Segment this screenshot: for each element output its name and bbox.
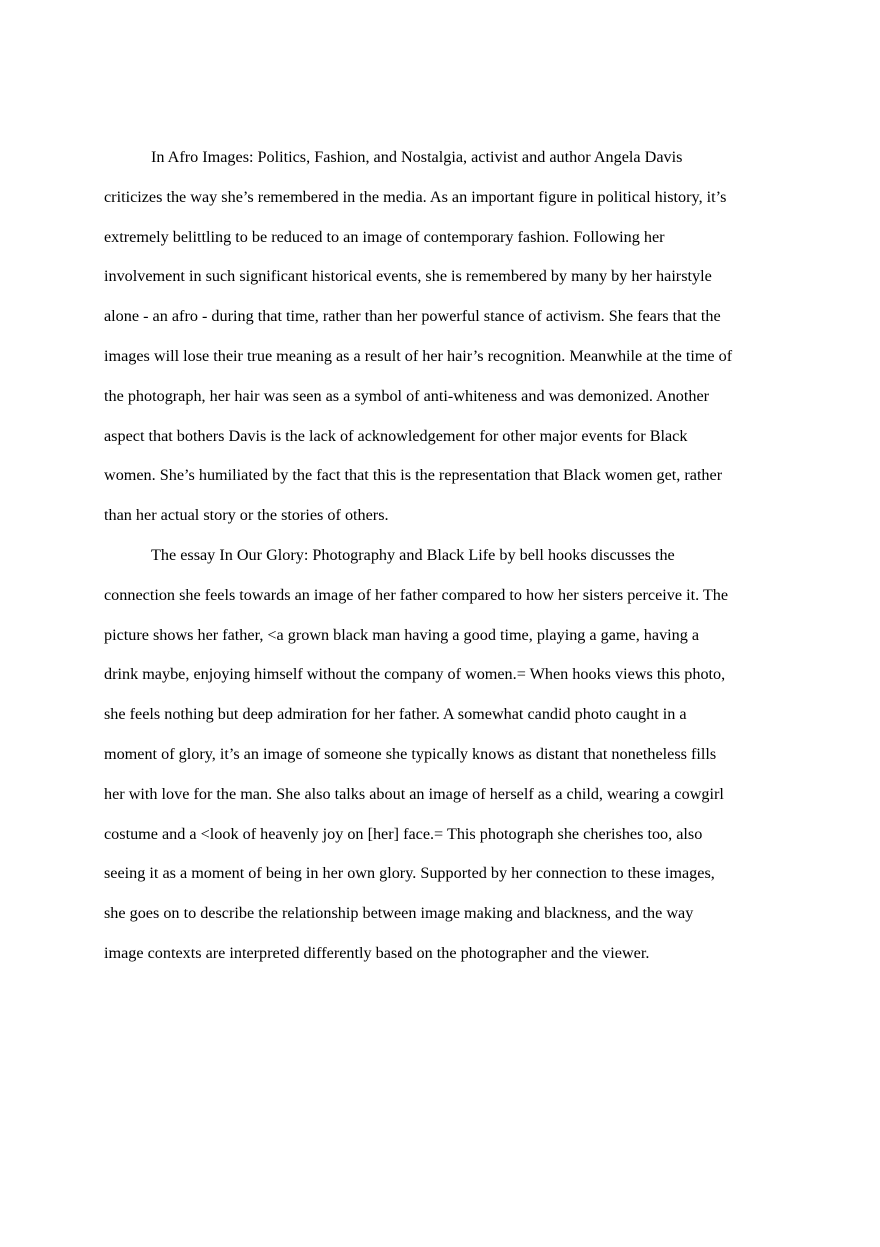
paragraph-line: her with love for the man. She also talks about an image of herself as a child, wearing a cowgirl [104, 784, 724, 803]
paragraph-line: image contexts are interpreted differently based on the photographer and the viewer. [104, 943, 650, 962]
paragraph-line: women. She’s humiliated by the fact that this is the representation that Black women get, rather [104, 466, 723, 485]
paragraph-line: connection she feels towards an image of her father compared to how her sisters perceive it. The [104, 585, 729, 604]
paragraph-line: seeing it as a moment of being in her own glory. Supported by her connection to these images, [104, 864, 715, 883]
paragraph-bell-hooks [104, 536, 776, 974]
paragraph-line: criticizes the way she’s remembered in the media. As an important figure in political history, it’s [104, 187, 727, 206]
paragraph-line: picture shows her father, <a grown black man having a good time, playing a game, having a [104, 625, 700, 644]
paragraph-line: aspect that bothers Davis is the lack of acknowledgement for other major events for Black [104, 426, 688, 445]
paragraph-line: images will lose their true meaning as a result of her hair’s recognition. Meanwhile at the time of [104, 346, 733, 365]
body-text [104, 138, 776, 974]
paragraph-line: the photograph, her hair was seen as a symbol of anti-whiteness and was demonized. Another [104, 386, 710, 405]
paragraph-line: The essay In Our Glory: Photography and Black Life by bell hooks discusses the [151, 545, 675, 564]
paragraph-line: drink maybe, enjoying himself without the company of women.= When hooks views this photo, [104, 665, 726, 684]
paragraph-line: she goes on to describe the relationship between image making and blackness, and the way [104, 904, 694, 923]
paragraph-line: In Afro Images: Politics, Fashion, and Nostalgia, activist and author Angela Davis [151, 148, 683, 166]
paragraph-line: costume and a <look of heavenly joy on [her] face.= This photograph she cherishes too, also [104, 824, 703, 843]
paragraph-line: she feels nothing but deep admiration for her father. A somewhat candid photo caught in a [104, 705, 687, 724]
paragraph-line: than her actual story or the stories of others. [104, 506, 389, 525]
paragraph-line: alone - an afro - during that time, rather than her powerful stance of activism. She fears that the [104, 307, 721, 326]
paragraph-line: moment of glory, it’s an image of someone she typically knows as distant that nonetheless fills [104, 744, 717, 763]
paragraph-line: extremely belittling to be reduced to an image of contemporary fashion. Following her [104, 227, 665, 246]
paragraph-angela-davis [104, 138, 776, 536]
paragraph-line: involvement in such significant historical events, she is remembered by many by her hairstyle [104, 267, 712, 286]
